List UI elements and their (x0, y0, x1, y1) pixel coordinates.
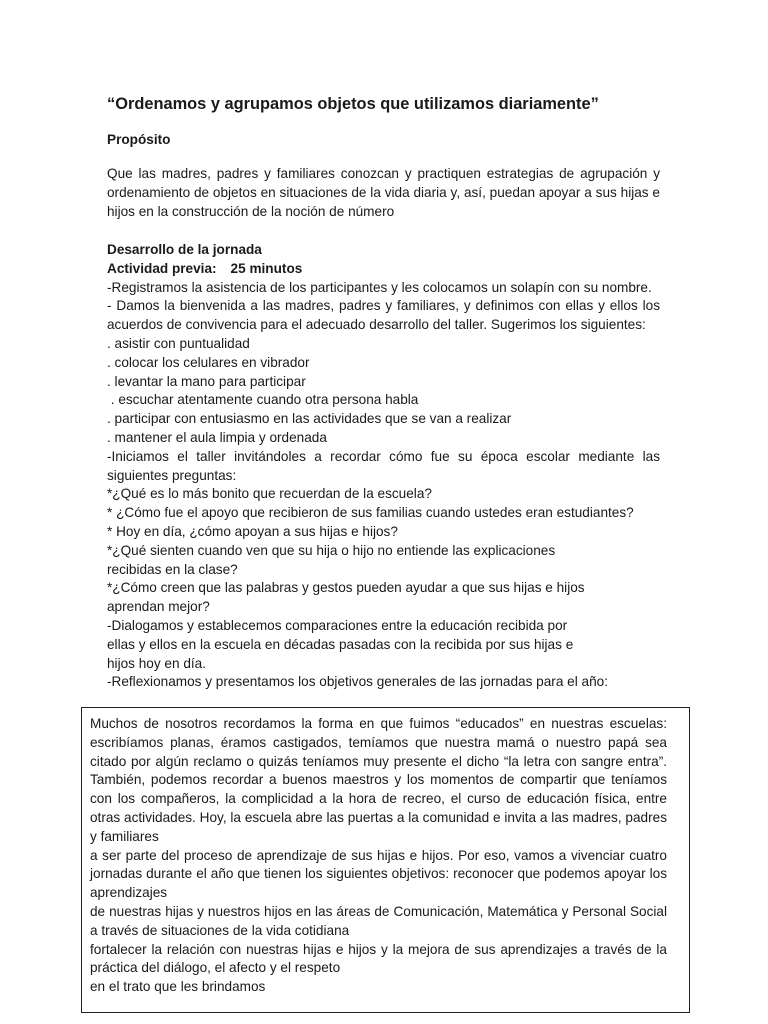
activity-duration: 25 minutos (230, 260, 303, 276)
purpose-heading: Propósito (107, 132, 171, 147)
agreement-item: . asistir con puntualidad (107, 335, 250, 351)
question-item: *¿Qué sienten cuando ven que su hija o hijo no entiende las explicaciones (107, 542, 556, 558)
development-line: -Reflexionamos y presentamos los objetivos generales de las jornadas para el año: (107, 674, 608, 690)
agreement-item: . participar con entusiasmo en las actividades que se van a realizar (107, 411, 512, 427)
question-item: * Hoy en día, ¿cómo apoyan a sus hijas e hijos? (107, 523, 398, 539)
box-paragraph: a ser parte del proceso de aprendizaje de sus hijas e hijos. Por eso, vamos a vivenciar cuatro jornadas durante el año que tienen los siguientes objetivos: reconocer que podemos apoyar los aprendizajes (90, 847, 667, 901)
box-paragraph: en el trato que les brindamos (90, 979, 266, 995)
development-section (107, 241, 660, 692)
question-item: * ¿Cómo fue el apoyo que recibieron de sus familias cuando ustedes eran estudiantes? (107, 505, 634, 521)
purpose-text: Que las madres, padres y familiares conozcan y practiquen estrategias de agrupación y ordenamiento de objetos en situaciones de la vida diaria y, así, puedan apoyar a sus hijas e hijos en la construcción de la noción de número (107, 166, 660, 219)
development-heading: Desarrollo de la jornada (107, 242, 262, 257)
development-line: - Damos la bienvenida a las madres, padres y familiares, y definimos con ellas y ellos los acuerdos de convivencia para el adecuado desarrollo del taller. Sugerimos los siguientes: (107, 298, 660, 333)
agreement-item: . colocar los celulares en vibrador (107, 354, 310, 370)
development-line: -Dialogamos y establecemos comparaciones entre la educación recibida por (107, 617, 568, 633)
development-line: hijos hoy en día. (107, 655, 206, 671)
document-title: “Ordenamos y agrupamos objetos que utilizamos diariamente” (107, 95, 599, 113)
development-line: -Iniciamos el taller invitándoles a recordar cómo fue su época escolar mediante las siguientes preguntas: (107, 448, 660, 483)
box-paragraph: de nuestras hijas y nuestros hijos en las áreas de Comunicación, Matemática y Personal Social a través de situaciones de la vida cotidiana (90, 903, 667, 938)
box-paragraph: Muchos de nosotros recordamos la forma en que fuimos “educados” en nuestras escuelas: escribíamos planas, éramos castigados, temíamos que nuestra mamá o nuestro papá sea citado por algún reclamo o quizás teníamos muy presente el dicho “la letra con sangre entra”. También, podemos recordar a buenos maestros y los momentos de compartir que teníamos con los compañeros, la complicidad a la hora de recreo, el curso de educación física, entre otras actividades. Hoy, la escuela abre las puertas a la comunidad e invita a las madres, padres y familiares (90, 716, 667, 844)
agreement-item: . escuchar atentamente cuando otra persona habla (107, 392, 419, 408)
agreement-item: . levantar la mano para participar (107, 373, 306, 389)
question-item: *¿Qué es lo más bonito que recuerdan de la escuela? (107, 486, 432, 502)
activity-label: Actividad previa: (107, 260, 217, 276)
development-line: -Registramos la asistencia de los participantes y les colocamos un solapín con su nombre. (107, 279, 652, 295)
box-paragraph: fortalecer la relación con nuestras hijas e hijos y la mejora de sus aprendizajes a través de la práctica del diálogo, el afecto y el respeto (90, 941, 667, 976)
agreement-item: . mantener el aula limpia y ordenada (107, 429, 327, 445)
question-item: aprendan mejor? (107, 599, 210, 615)
question-item: recibidas en la clase? (107, 561, 238, 577)
activity-line (107, 260, 660, 279)
question-item: *¿Cómo creen que las palabras y gestos pueden ayudar a que sus hijas e hijos (107, 580, 585, 596)
development-line: ellas y ellos en la escuela en décadas pasadas con la recibida por sus hijas e (107, 636, 574, 652)
objectives-box (81, 707, 690, 1013)
